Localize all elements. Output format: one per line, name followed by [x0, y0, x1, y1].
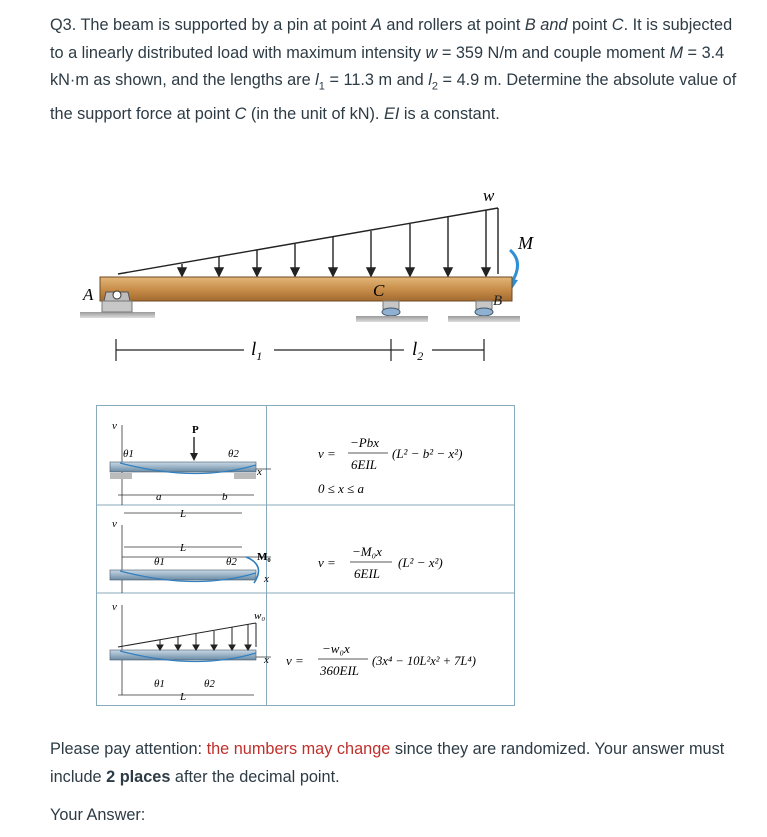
- l1-dim-label: $l_1$: [251, 339, 263, 363]
- l1-value: = 11.3 m and: [324, 71, 429, 89]
- c-label: C: [373, 281, 385, 300]
- row1-num: −Pbx: [350, 435, 379, 450]
- question-mid2: point: [567, 16, 612, 34]
- roller-support-c: [356, 301, 428, 322]
- note-bold-text: 2 places: [106, 767, 171, 786]
- row2-tail: (L² − x²): [398, 555, 443, 570]
- l2-sub: 2: [431, 80, 439, 93]
- row2-v-label: v: [112, 518, 117, 530]
- row2-theta1: θ1: [154, 556, 165, 568]
- question-mid1: and rollers at point: [381, 16, 525, 34]
- row3-l-label: L: [180, 691, 187, 703]
- row1-v-label: v: [112, 420, 117, 432]
- row2-m0-label: M₀: [257, 551, 271, 563]
- point-b-ref: B and: [524, 16, 568, 34]
- row2-theta2: θ2: [226, 556, 237, 568]
- row1-b-label: b: [222, 491, 228, 503]
- a-label: A: [83, 285, 94, 304]
- row2-v-eq: v =: [318, 555, 336, 570]
- w-symbol: w: [425, 43, 438, 62]
- row1-a-label: a: [156, 491, 162, 503]
- row1-p-label: P: [192, 424, 199, 436]
- your-answer-label: Your Answer:: [50, 806, 146, 824]
- row1-range: 0 ≤ x ≤ a: [318, 481, 365, 496]
- row3-num: −w₀x: [322, 641, 350, 656]
- ei-symbol: EI: [383, 104, 400, 123]
- question-mid4: (in the unit of kN).: [246, 104, 384, 123]
- b-label: B: [493, 293, 503, 309]
- row1-theta1: θ1: [123, 448, 134, 460]
- row3-den: 360EIL: [320, 663, 359, 678]
- row3-x-label: x: [264, 654, 269, 666]
- note-part3: after the decimal point.: [170, 767, 340, 786]
- deflection-table: [96, 405, 516, 707]
- note-part2: since they are randomized. Your answer must include: [50, 740, 725, 786]
- row3-tail: (3x⁴ − 10L²x² + 7L⁴): [372, 654, 476, 668]
- row3-w0-label: w₀: [254, 610, 266, 622]
- distributed-load: [118, 208, 498, 274]
- question-mid3: . It is subjected to a linearly distributed load with maximum intensity: [50, 16, 733, 62]
- row3-v-label: v: [112, 601, 117, 613]
- load-arrows: [178, 210, 490, 276]
- w-value: = 359 N/m and couple moment: [437, 43, 670, 62]
- point-c-ref: C: [611, 16, 624, 34]
- roller-support-b: [448, 301, 520, 322]
- row1-v-eq: v =: [318, 446, 336, 461]
- row2-l-label: L: [180, 542, 187, 554]
- point-c-ref-2: C: [234, 104, 247, 123]
- row2-num: −M₀x: [352, 544, 382, 559]
- l2-dim-label: $l_2$: [412, 339, 424, 363]
- beam: [100, 277, 512, 301]
- m-symbol: M: [669, 43, 684, 62]
- dimension-lines: [116, 339, 484, 361]
- row1-x-label: x: [257, 466, 262, 478]
- note-part1: Please pay attention:: [50, 740, 207, 758]
- row2-den: 6EIL: [354, 566, 380, 581]
- m-label: M: [518, 233, 533, 253]
- question-suffix: is a constant.: [399, 104, 500, 123]
- l2-symbol: l: [428, 71, 432, 89]
- note-red-text: the numbers may change: [206, 740, 391, 758]
- point-a-ref: A: [371, 16, 382, 34]
- row1-tail: (L² − b² − x²): [392, 446, 463, 461]
- m-value: = 3.4 kN·m as shown, and the lengths are: [50, 43, 725, 89]
- w-label: w: [483, 186, 495, 205]
- randomization-note: [50, 736, 730, 791]
- row2-x-label: x: [264, 573, 269, 585]
- row1-theta2: θ2: [228, 448, 239, 460]
- row3-theta2: θ2: [204, 678, 215, 690]
- l2-value: = 4.9 m. Determine the absolute value of the support force at point: [50, 71, 737, 123]
- row3-theta1: θ1: [154, 678, 165, 690]
- beam-figure: [0, 0, 767, 400]
- row3-v-eq: v =: [286, 653, 304, 668]
- l1-symbol: l: [315, 71, 319, 89]
- question-prefix: Q3. The beam is supported by a pin at point: [50, 16, 371, 34]
- l1-sub: 1: [318, 80, 325, 93]
- row1-den: 6EIL: [351, 457, 377, 472]
- row1-l-label: L: [180, 508, 187, 520]
